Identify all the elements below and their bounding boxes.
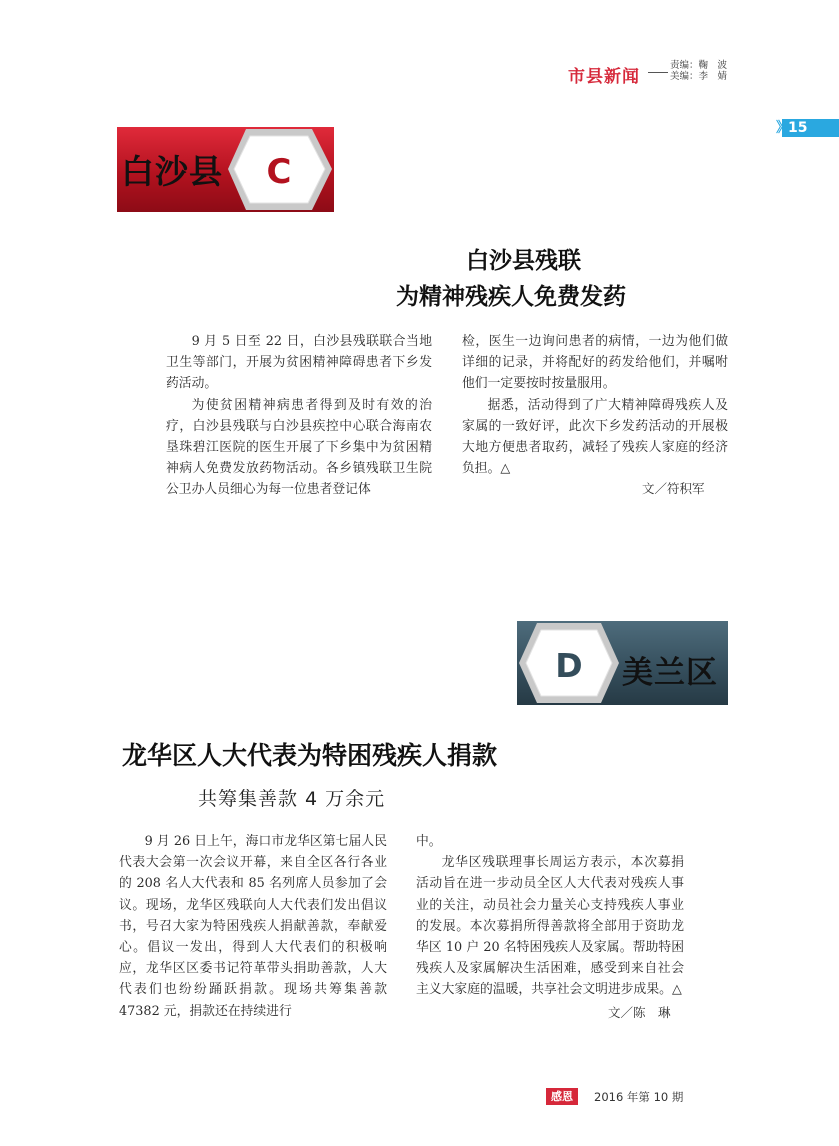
- hexagon-badge-c: [226, 127, 334, 212]
- hexagon-badge-d: [517, 621, 621, 705]
- page-number: 15: [788, 120, 808, 136]
- double-chevron-icon: 》: [776, 120, 790, 136]
- paragraph: 据悉，活动得到了广大精神障碍残疾人及家属的一致好评，此次下乡发药活动的开展极大地方便患者取药，减轻了残疾人家庭的经济负担。△: [462, 397, 728, 477]
- paragraph: 龙华区残联理事长周运方表示，本次募捐活动旨在进一步动员全区人大代表对残疾人事业的关注，动员社会力量关心支持残疾人事业的发展。本次募捐所得善款将全部用于资助龙华区 10 户 20 名特困残疾人及家属。帮助特困残疾人及家属解决生活困难，感受到来自社会主义大家庭的温暖，共享社会文明进步成果。△: [416, 855, 684, 998]
- article1-title-line2: 为精神残疾人免费发药: [396, 283, 626, 310]
- paragraph: 为使贫困精神病患者得到及时有效的治疗，白沙县残联与白沙县疾控中心联合海南农垦珠碧江医院的医生开展了下乡集中为贫困精神病人免费发放药物活动。各乡镇残联卫生院公卫办人员细心为每一位患者登记体: [166, 397, 432, 498]
- paragraph: 检，医生一边询问患者的病情，一边为他们做详细的记录，并将配好的药发给他们，并嘱咐他们一定要按时按量服用。: [462, 334, 728, 392]
- paragraph: 9 月 26 日上午，海口市龙华区第七届人民代表大会第一次会议开幕，来自全区各行各业的 208 名人大代表和 85 名列席人员参加了会议。现场，龙华区残联向人大代表们发出倡议书，号召大家为特困残疾人捐献善款，奉献爱心。倡议一发出，得到人大代表们的积极响应，龙华区区委书记符革带头捐助善款，人大代表们也纷纷踊跃捐款。现场共筹集善款 47382 元，捐款还在持续进行: [119, 834, 387, 1019]
- issue-label: 2016 年第 10 期: [594, 1090, 684, 1104]
- badge-letter-c: C: [266, 152, 292, 192]
- region-name-meilan: 美兰区: [622, 655, 718, 691]
- article1-byline: 文／符积军: [642, 481, 705, 496]
- article2-byline: 文／陈 琳: [608, 1005, 671, 1020]
- header-divider: [648, 72, 668, 73]
- article2-subtitle: 共筹集善款 4 万余元: [198, 788, 386, 810]
- designer-credit: 美编：李 婧: [670, 71, 728, 82]
- article2-title: 龙华区人大代表为特困残疾人捐款: [122, 741, 498, 770]
- article2-column2: [416, 831, 684, 1001]
- paragraph: 中。: [416, 834, 442, 849]
- article1-title-line1: 白沙县残联: [466, 247, 581, 274]
- article2-column1: [119, 831, 387, 1022]
- paragraph: 9 月 5 日至 22 日，白沙县残联联合当地卫生等部门，开展为贫困精神障碍患者下乡发药活动。: [166, 334, 432, 392]
- editor-credits: [670, 60, 727, 82]
- badge-letter-d: D: [555, 646, 583, 685]
- region-name-baisha: 白沙县: [121, 152, 223, 191]
- page-number-tab: [776, 119, 839, 137]
- article1-column1: [166, 331, 432, 501]
- magazine-logo: 感恩: [546, 1088, 578, 1105]
- section-title: 市县新闻: [568, 67, 640, 87]
- editor-credit: 责编：鞠 波: [670, 60, 728, 71]
- article1-column2: [462, 331, 728, 479]
